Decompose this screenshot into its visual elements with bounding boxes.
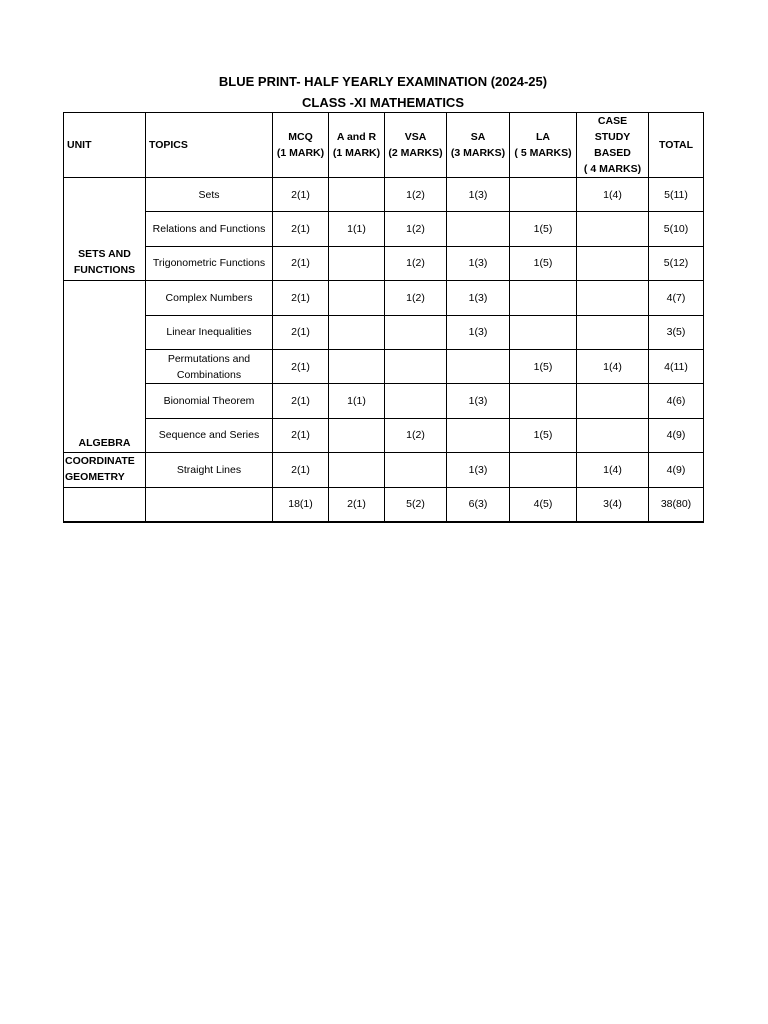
total-cell: 4(7) bbox=[649, 281, 704, 315]
mcq-cell: 2(1) bbox=[273, 418, 329, 452]
la-cell bbox=[510, 315, 577, 349]
case-cell bbox=[577, 212, 649, 246]
ar-cell bbox=[329, 281, 385, 315]
case-cell: 1(4) bbox=[577, 178, 649, 212]
ar-cell bbox=[329, 418, 385, 452]
unit-algebra bbox=[64, 281, 146, 453]
mcq-cell: 2(1) bbox=[273, 281, 329, 315]
header-la-marks: ( 5 MARKS) bbox=[514, 147, 572, 159]
header-ar bbox=[329, 113, 385, 178]
header-mcq bbox=[273, 113, 329, 178]
total-cell: 5(10) bbox=[649, 212, 704, 246]
vsa-cell bbox=[385, 384, 447, 418]
vsa-cell bbox=[385, 315, 447, 349]
la-cell bbox=[510, 178, 577, 212]
la-cell bbox=[510, 281, 577, 315]
unit-label-line: SETS AND bbox=[78, 248, 131, 261]
blueprint-table bbox=[63, 112, 704, 523]
la-cell: 1(5) bbox=[510, 349, 577, 383]
unit-label-line: FUNCTIONS bbox=[73, 264, 136, 277]
unit-coordinate-geometry bbox=[64, 453, 146, 488]
sa-cell: 1(3) bbox=[447, 315, 510, 349]
mcq-cell: 2(1) bbox=[273, 246, 329, 280]
table-row bbox=[64, 246, 704, 280]
case-cell: 1(4) bbox=[577, 453, 649, 488]
table-row bbox=[64, 178, 704, 212]
sa-total: 6(3) bbox=[447, 488, 510, 522]
table-row bbox=[64, 384, 704, 418]
la-cell: 1(5) bbox=[510, 212, 577, 246]
table-row bbox=[64, 281, 704, 315]
totals-row bbox=[64, 488, 704, 522]
vsa-cell: 1(2) bbox=[385, 281, 447, 315]
header-la-label: LA bbox=[536, 131, 550, 143]
vsa-cell: 1(2) bbox=[385, 212, 447, 246]
header-mcq-label: MCQ bbox=[288, 131, 313, 143]
mcq-cell: 2(1) bbox=[273, 315, 329, 349]
header-ar-label: A and R bbox=[336, 131, 377, 143]
topic-cell: Sequence and Series bbox=[146, 418, 273, 452]
mcq-cell: 2(1) bbox=[273, 212, 329, 246]
case-cell bbox=[577, 246, 649, 280]
la-total: 4(5) bbox=[510, 488, 577, 522]
ar-cell: 1(1) bbox=[329, 384, 385, 418]
case-cell bbox=[577, 384, 649, 418]
header-sa-marks: (3 MARKS) bbox=[450, 147, 506, 159]
sa-cell: 1(3) bbox=[447, 281, 510, 315]
mcq-cell: 2(1) bbox=[273, 349, 329, 383]
table-row bbox=[64, 418, 704, 452]
header-case-label-1: CASE STUDY bbox=[594, 115, 631, 143]
total-cell: 3(5) bbox=[649, 315, 704, 349]
vsa-cell: 1(2) bbox=[385, 178, 447, 212]
title-block bbox=[63, 71, 703, 113]
vsa-cell bbox=[385, 349, 447, 383]
ar-cell: 1(1) bbox=[329, 212, 385, 246]
total-cell: 4(9) bbox=[649, 418, 704, 452]
header-topics: TOPICS bbox=[146, 113, 273, 178]
header-vsa-marks: (2 MARKS) bbox=[388, 147, 443, 159]
sa-cell: 1(3) bbox=[447, 384, 510, 418]
case-cell bbox=[577, 281, 649, 315]
sa-cell bbox=[447, 349, 510, 383]
mcq-cell: 2(1) bbox=[273, 453, 329, 488]
case-cell bbox=[577, 315, 649, 349]
sa-cell: 1(3) bbox=[447, 178, 510, 212]
ar-cell bbox=[329, 349, 385, 383]
topic-cell: Trigonometric Functions bbox=[146, 246, 273, 280]
unit-label-line: COORDINATE bbox=[65, 455, 135, 468]
header-la bbox=[510, 113, 577, 178]
header-sa-label: SA bbox=[470, 131, 486, 143]
vsa-total: 5(2) bbox=[385, 488, 447, 522]
header-vsa-label: VSA bbox=[404, 131, 427, 143]
sa-cell: 1(3) bbox=[447, 246, 510, 280]
table-row bbox=[64, 453, 704, 488]
grand-total: 38(80) bbox=[649, 488, 704, 522]
topic-cell: Straight Lines bbox=[146, 453, 273, 488]
header-case-label-2: BASED bbox=[594, 147, 631, 159]
topic-cell: Complex Numbers bbox=[146, 281, 273, 315]
header-unit: UNIT bbox=[64, 113, 146, 178]
topic-cell: Bionomial Theorem bbox=[146, 384, 273, 418]
ar-total: 2(1) bbox=[329, 488, 385, 522]
total-cell: 5(11) bbox=[649, 178, 704, 212]
ar-cell bbox=[329, 246, 385, 280]
case-cell: 1(4) bbox=[577, 349, 649, 383]
table-row bbox=[64, 349, 704, 383]
header-case-study bbox=[577, 113, 649, 178]
topic-line: Permutations and bbox=[167, 352, 251, 365]
header-case-marks: ( 4 MARKS) bbox=[583, 163, 642, 175]
sa-cell bbox=[447, 418, 510, 452]
header-total: TOTAL bbox=[649, 113, 704, 178]
unit-sets-and-functions bbox=[64, 178, 146, 281]
unit-label-line: GEOMETRY bbox=[65, 471, 125, 484]
sa-cell bbox=[447, 212, 510, 246]
total-cell: 5(12) bbox=[649, 246, 704, 280]
ar-cell bbox=[329, 178, 385, 212]
page-subtitle: CLASS -XI MATHEMATICS bbox=[301, 95, 464, 110]
ar-cell bbox=[329, 315, 385, 349]
totals-unit-cell bbox=[64, 488, 146, 522]
total-cell: 4(6) bbox=[649, 384, 704, 418]
header-ar-marks: (1 MARK) bbox=[332, 147, 381, 159]
topic-cell: Linear Inequalities bbox=[146, 315, 273, 349]
header-sa bbox=[447, 113, 510, 178]
total-cell: 4(9) bbox=[649, 453, 704, 488]
topic-cell: Relations and Functions bbox=[146, 212, 273, 246]
case-cell bbox=[577, 418, 649, 452]
ar-cell bbox=[329, 453, 385, 488]
unit-label-line: ALGEBRA bbox=[78, 437, 131, 450]
header-mcq-marks: (1 MARK) bbox=[276, 147, 325, 159]
table-row bbox=[64, 315, 704, 349]
total-cell: 4(11) bbox=[649, 349, 704, 383]
case-total: 3(4) bbox=[577, 488, 649, 522]
vsa-cell bbox=[385, 453, 447, 488]
table-row bbox=[64, 212, 704, 246]
page-title: BLUE PRINT- HALF YEARLY EXAMINATION (2024-25) bbox=[218, 74, 548, 89]
mcq-cell: 2(1) bbox=[273, 384, 329, 418]
sa-cell: 1(3) bbox=[447, 453, 510, 488]
la-cell bbox=[510, 384, 577, 418]
header-row bbox=[64, 113, 704, 178]
totals-topic-cell bbox=[146, 488, 273, 522]
topic-cell bbox=[146, 349, 273, 383]
mcq-total: 18(1) bbox=[273, 488, 329, 522]
topic-cell: Sets bbox=[146, 178, 273, 212]
header-vsa bbox=[385, 113, 447, 178]
la-cell: 1(5) bbox=[510, 246, 577, 280]
la-cell: 1(5) bbox=[510, 418, 577, 452]
topic-line: Combinations bbox=[176, 368, 242, 381]
vsa-cell: 1(2) bbox=[385, 418, 447, 452]
vsa-cell: 1(2) bbox=[385, 246, 447, 280]
mcq-cell: 2(1) bbox=[273, 178, 329, 212]
la-cell bbox=[510, 453, 577, 488]
